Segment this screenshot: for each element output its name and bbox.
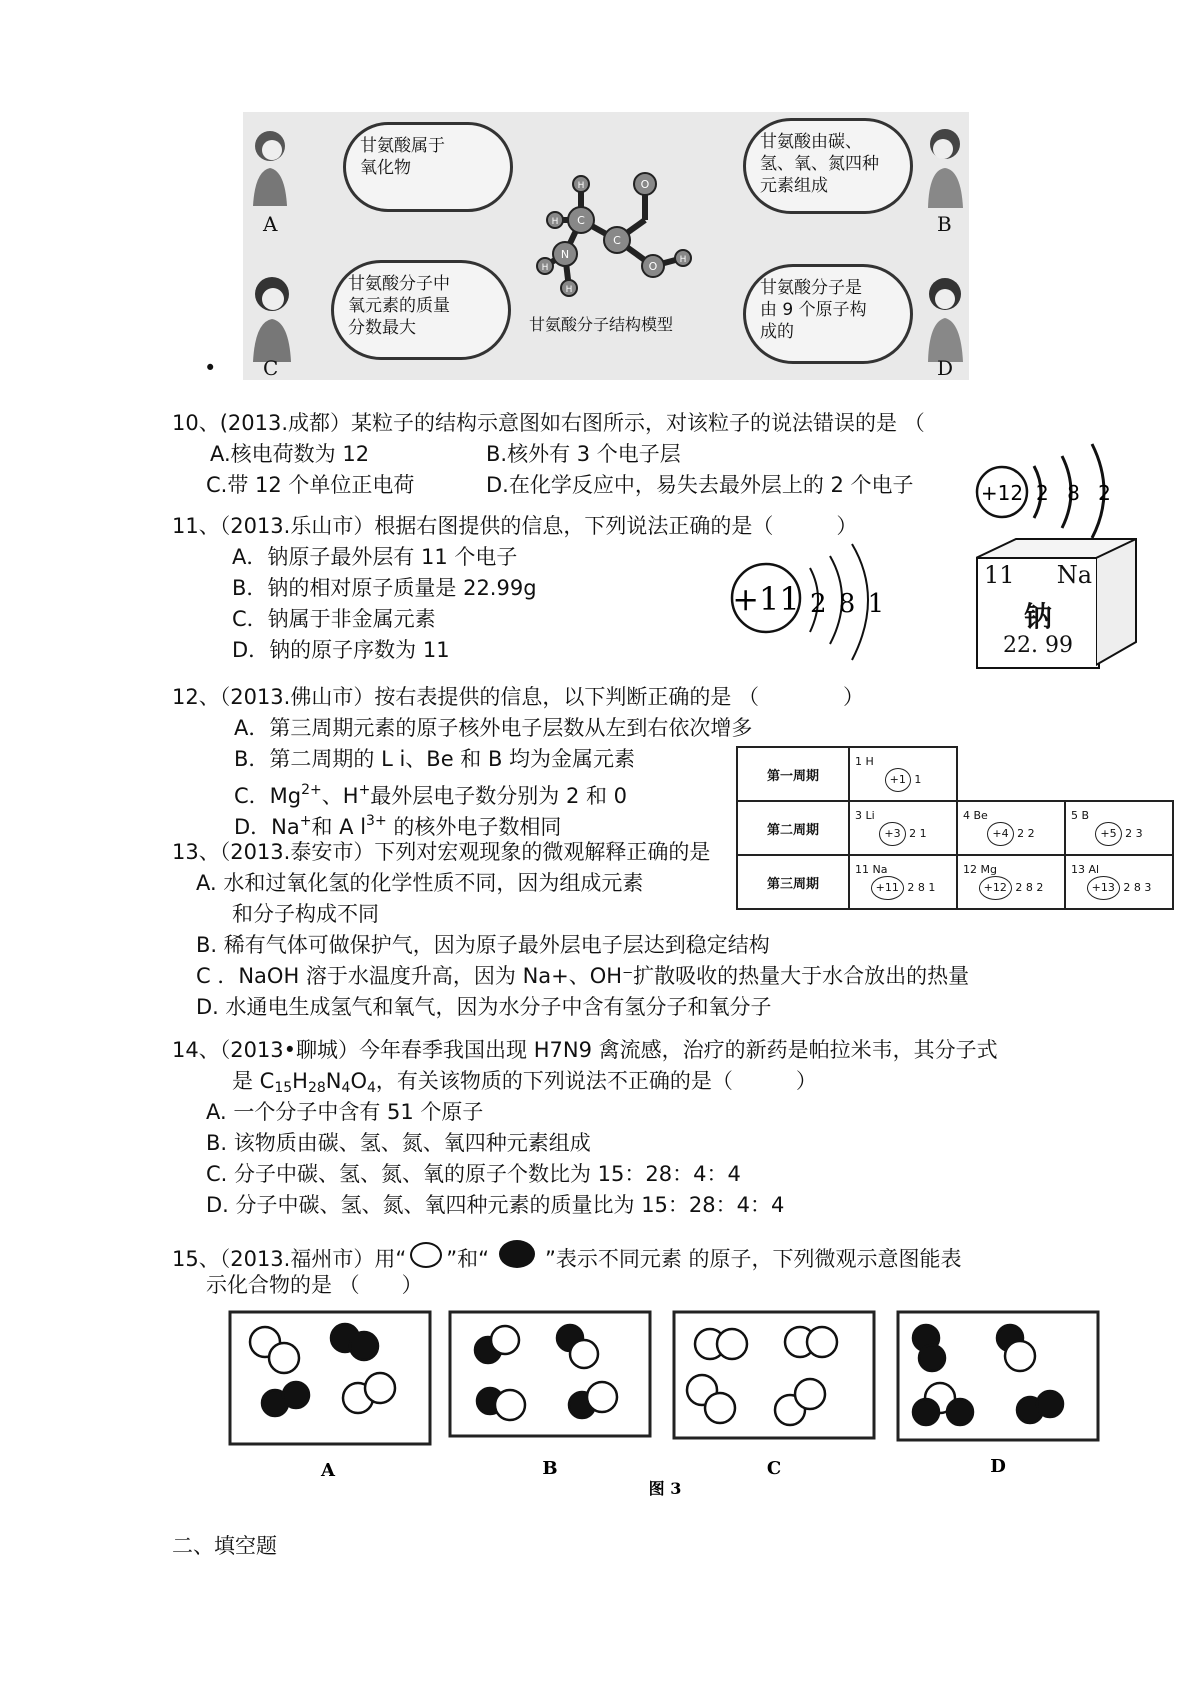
- atom-h1: H: [577, 181, 585, 191]
- q11-option-d: D．钠的原子序数为 11: [232, 638, 450, 662]
- label-a: A: [263, 212, 278, 236]
- element-nucleus: +1: [885, 768, 911, 792]
- atom-h5: H: [679, 255, 687, 265]
- q10-stem: 10、(2013.成都）某粒子的结构示意图如右图所示，对该粒子的说法错误的是 （: [172, 411, 925, 435]
- atom-o1: O: [640, 178, 650, 191]
- element-shells: 2 8 2: [1015, 881, 1044, 894]
- element-shells: 1: [914, 773, 922, 786]
- q15-figure-caption: 图 3: [648, 1479, 682, 1498]
- cloud-a: 甘氨酸属于 氧化物: [343, 122, 513, 212]
- q14-formula-line: 是 $C_{15}H_{28}N_4O_4$，有关该物质的下列说法不正确的是（ ）: [232, 1069, 817, 1096]
- element-nucleus: +5: [1095, 822, 1121, 846]
- element-cell: [849, 801, 957, 855]
- q13-option-d: D. 水通电生成氢气和氧气，因为水分子中含有氢分子和氧分子: [196, 995, 772, 1019]
- glycine-molecule-model: [525, 154, 715, 304]
- q11-nucleus: +11: [732, 580, 800, 618]
- element-number: 11: [855, 863, 869, 876]
- element-shells: 2 2: [1017, 827, 1035, 840]
- q12-option-b: B．第二周期的 L i、Be 和 B 均为金属元素: [234, 747, 636, 771]
- q11-stem: 11、（2013.乐山市）根据右图提供的信息，下列说法正确的是（ ）: [172, 514, 858, 538]
- element-number: 5: [1071, 809, 1078, 822]
- glycine-figure: [243, 112, 969, 380]
- q10-option-c: C.带 12 个单位正电荷: [206, 473, 415, 497]
- atom-h2: H: [551, 217, 559, 227]
- element-cell: [1065, 855, 1173, 909]
- label-d: D: [937, 356, 954, 380]
- q10-mg-structure-diagram: [968, 440, 1128, 540]
- atom-h3: H: [541, 263, 549, 273]
- q12-period-table: [736, 746, 1174, 910]
- q11-option-c: C．钠属于非金属元素: [232, 607, 436, 631]
- section-2-heading: 二、填空题: [172, 1534, 277, 1558]
- atom-n: N: [560, 248, 570, 261]
- white-atom-icon: [410, 1242, 442, 1268]
- na-atomic-number: 11: [984, 561, 1015, 589]
- q13-option-b: B. 稀有气体可做保护气，因为原子最外层电子层达到稳定结构: [196, 933, 770, 957]
- q14-option-a: A. 一个分子中含有 51 个原子: [206, 1100, 484, 1124]
- q11-cell-top: [976, 538, 1138, 560]
- element-nucleus: +12: [979, 876, 1012, 900]
- q12-option-c: C．$Mg^{2+}$、H+最外层电子数分别为 2 和 0: [234, 782, 628, 808]
- q12-stem: 12、（2013.佛山市）按右表提供的信息，以下判断正确的是 （ ）: [172, 685, 865, 709]
- q11-shells: 2 8 1: [810, 589, 885, 619]
- q11-element-cell: [976, 557, 1100, 669]
- element-number: 13: [1071, 863, 1085, 876]
- q14-option-d: D. 分子中碳、氢、氮、氧四种元素的质量比为 15：28：4：4: [206, 1193, 785, 1217]
- na-atomic-mass: 22. 99: [1003, 633, 1073, 658]
- molecule-caption: 甘氨酸分子结构模型: [529, 315, 674, 334]
- q13-option-a2: 和分子构成不同: [232, 902, 379, 926]
- cloud-b: 甘氨酸由碳、 氢、氧、氮四种 元素组成: [743, 118, 913, 214]
- q15-label-a: A: [321, 1460, 335, 1481]
- student-d-icon: [923, 272, 967, 362]
- q14-option-b: B. 该物质由碳、氢、氮、氧四种元素组成: [206, 1131, 591, 1155]
- q12-option-d: D．Na+和 A $l^{3+}$ 的核外电子数相同: [234, 813, 562, 839]
- element-symbol: Li: [865, 809, 875, 822]
- element-cell: [849, 747, 957, 801]
- element-number: 3: [855, 809, 862, 822]
- element-cell: [1065, 801, 1173, 855]
- student-b-icon: [923, 124, 967, 208]
- period-table: [736, 746, 1174, 910]
- q10-option-b: B.核外有 3 个电子层: [486, 442, 681, 466]
- student-c-icon: [245, 272, 299, 362]
- q11-na-structure-diagram: [718, 540, 908, 670]
- q13-stem: 13、（2013.泰安市）下列对宏观现象的微观解释正确的是: [172, 840, 711, 864]
- element-shells: 2 8 1: [907, 881, 936, 894]
- cloud-c: 甘氨酸分子中 氧元素的质量 分数最大: [331, 260, 511, 360]
- element-symbol: Be: [973, 809, 988, 822]
- period-label: 第二周期: [737, 801, 849, 855]
- black-atom-icon: [499, 1240, 535, 1268]
- q14-option-c: C. 分子中碳、氢、氮、氧的原子个数比为 15：28：4：4: [206, 1162, 741, 1186]
- label-b: B: [937, 212, 952, 236]
- period-label: 第一周期: [737, 747, 849, 801]
- na-symbol: Na: [1056, 561, 1092, 589]
- q11-option-b: B．钠的相对原子质量是 22.99g: [232, 576, 537, 600]
- student-a-icon: [245, 126, 295, 206]
- element-nucleus: +13: [1087, 876, 1120, 900]
- period-row: [737, 801, 1173, 855]
- element-symbol: B: [1081, 809, 1090, 822]
- q13-option-c: C ．NaOH 溶于水温度升高，因为 Na+、OH⁻扩散吸收的热量大于水合放出的热量: [196, 964, 970, 988]
- empty-cell: [1065, 747, 1173, 801]
- atom-o2: O: [648, 260, 658, 273]
- period-row: [737, 747, 1173, 801]
- element-number: 12: [963, 863, 977, 876]
- empty-cell: [957, 747, 1065, 801]
- q11-option-a: A．钠原子最外层有 11 个电子: [232, 545, 518, 569]
- q15-label-b: B: [542, 1458, 558, 1479]
- q15-box-b: [450, 1312, 650, 1436]
- element-symbol: H: [865, 755, 874, 768]
- atom-c2: C: [613, 234, 621, 247]
- atom-h4: H: [565, 285, 573, 295]
- q10-nucleus: +12: [980, 481, 1024, 505]
- q10-option-a: A.核电荷数为 12: [210, 442, 370, 466]
- element-nucleus: +3: [879, 822, 905, 846]
- na-name: 钠: [1023, 600, 1052, 633]
- period-label: 第三周期: [737, 855, 849, 909]
- q13-option-a1: A. 水和过氧化氢的化学性质不同，因为组成元素: [196, 871, 644, 895]
- element-cell: [957, 855, 1065, 909]
- element-number: 1: [855, 755, 862, 768]
- q15-stem: 15、（2013.福州市）用“ ”和“ ”表示不同元素 的原子，下列微观示意图能表: [172, 1240, 962, 1273]
- element-symbol: Mg: [980, 863, 997, 876]
- period-row: [737, 855, 1173, 909]
- q10-shells: 2 8 2: [1036, 481, 1111, 505]
- q14-stem: 14、（2013•聊城）今年春季我国出现 H7N9 禽流感，治疗的新药是帕拉米韦，其分子式: [172, 1038, 998, 1062]
- element-nucleus: +11: [871, 876, 904, 900]
- element-cell: [957, 801, 1065, 855]
- label-c: C: [263, 356, 279, 380]
- q15-label-c: C: [766, 1458, 782, 1479]
- cloud-d: 甘氨酸分子是 由 9 个原子构 成的: [743, 264, 913, 364]
- element-shells: 2 3: [1125, 827, 1143, 840]
- element-nucleus: +4: [987, 822, 1013, 846]
- element-symbol: Al: [1088, 863, 1100, 876]
- q15-particle-figure: [220, 1308, 1110, 1498]
- q15-stem-2: 示化合物的是 （ ）: [206, 1273, 423, 1297]
- q10-option-d: D.在化学反应中，易失去最外层上的 2 个电子: [486, 473, 914, 497]
- element-symbol: Na: [872, 863, 888, 876]
- element-number: 4: [963, 809, 970, 822]
- element-shells: 2 8 3: [1123, 881, 1152, 894]
- q12-option-a: A．第三周期元素的原子核外电子层数从左到右依次增多: [234, 716, 753, 740]
- q15-label-d: D: [990, 1456, 1006, 1477]
- element-shells: 2 1: [909, 827, 927, 840]
- atom-c1: C: [577, 214, 585, 227]
- bullet: •: [204, 356, 217, 380]
- element-cell: [849, 855, 957, 909]
